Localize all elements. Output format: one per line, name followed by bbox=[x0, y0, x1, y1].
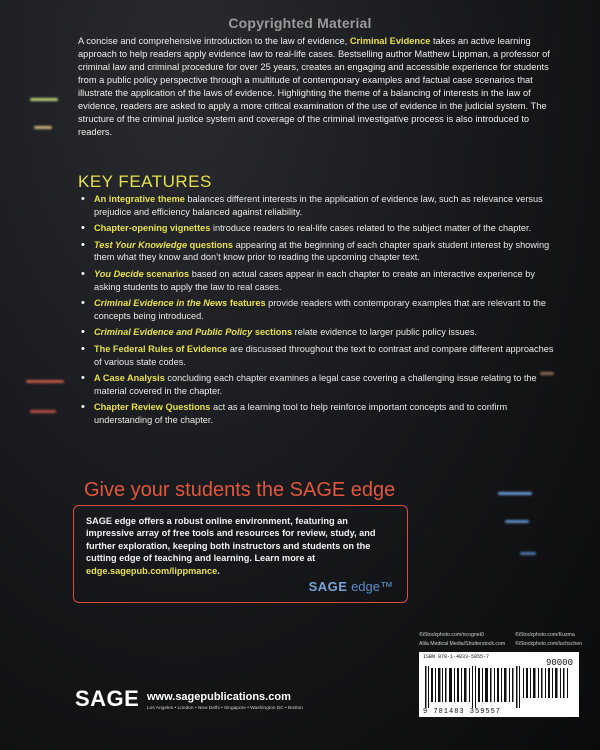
feature-term: Test Your Knowledge bbox=[94, 239, 188, 250]
barcode-digits: 9 781483 359557 bbox=[423, 708, 502, 716]
feature-text: are discussed throughout the text to contrast and compare different approaches of various state codes. bbox=[94, 343, 554, 367]
feature-text: appearing at the beginning of each chapter spark student interest by showing them what they know and don’t know prior to reading the upcoming chapter text. bbox=[94, 239, 550, 263]
feature-term: An integrative theme bbox=[94, 194, 185, 204]
sage-edge-end: . bbox=[217, 565, 220, 576]
light-streak bbox=[30, 410, 56, 413]
bullet-icon: • bbox=[81, 193, 85, 205]
sage-edge-link[interactable]: edge.sagepub.com/lippmance bbox=[86, 565, 218, 576]
light-streak bbox=[26, 380, 64, 383]
bullet-icon: • bbox=[81, 267, 85, 280]
feature-term: The Federal Rules of Evidence bbox=[94, 343, 228, 354]
intro-text-rest: takes an active learning approach to help readers apply evidence law to real-life cases. Bestselling author Matthew Lippman, a professor of criminal law and criminal procedure for over 25 years, creates an engaging and accessible experience for students from a public policy perspective through a multitude of contemporary examples and factual case scenarios that illustrate the application of the laws of evidence. Highlighting the theme of a balancing of interests in the law of evidence, readers are asked to apply a more critical examination of the use of evidence in the judicial system. The structure of the criminal justice system and coverage of the criminal investigative process is also introduced to readers. bbox=[78, 36, 550, 137]
bullet-icon: • bbox=[81, 401, 85, 414]
key-features-list bbox=[78, 193, 558, 431]
publisher-website[interactable]: www.sagepublications.com bbox=[147, 691, 291, 703]
feature-item bbox=[78, 372, 558, 397]
feature-term: You Decide bbox=[94, 268, 144, 279]
feature-item bbox=[78, 193, 558, 218]
feature-item bbox=[78, 401, 558, 426]
sage-edge-logo-sage: SAGE bbox=[308, 579, 348, 594]
feature-term: A Case Analysis bbox=[94, 373, 165, 384]
feature-term-suffix: features bbox=[227, 298, 266, 309]
light-streak bbox=[498, 492, 532, 495]
feature-text: act as a learning tool to help reinforce important concepts and to confirm understanding of the chapter. bbox=[94, 402, 508, 425]
feature-term-suffix: sections bbox=[252, 327, 293, 338]
sage-edge-body: SAGE edge offers a robust online environment, featuring an impressive array of free tools and resources for review, study, and further exploration, keeping both instructors and students on the cutting edge of teaching and learning. Learn more at bbox=[86, 516, 376, 564]
light-streak bbox=[520, 552, 536, 555]
feature-item bbox=[78, 268, 558, 293]
intro-paragraph bbox=[78, 35, 556, 139]
feature-term: Chapter Review Questions bbox=[94, 402, 211, 413]
photo-credit: ©iStockphoto.com/ncognet0 bbox=[419, 632, 484, 638]
price-code: 90000 bbox=[545, 658, 573, 668]
isbn-number: ISBN 978-1-4833-5955-7 bbox=[423, 654, 490, 660]
photo-credit: Alila Medical Media/Shutterstock.com bbox=[419, 641, 506, 647]
feature-item bbox=[78, 326, 558, 339]
bullet-icon: • bbox=[81, 342, 85, 355]
sage-edge-box bbox=[73, 505, 408, 603]
feature-term: Criminal Evidence in the News bbox=[94, 298, 228, 309]
photo-credit: ©iStockphoto.com/luchschen bbox=[515, 641, 582, 647]
sage-edge-heading: Give your students the SAGE edge bbox=[84, 479, 396, 501]
bullet-icon: • bbox=[81, 238, 85, 251]
bullet-icon: • bbox=[81, 297, 85, 310]
copyright-watermark: Copyrighted Material bbox=[228, 15, 372, 31]
feature-text: relate evidence to larger public policy issues. bbox=[292, 327, 477, 338]
feature-item bbox=[78, 239, 558, 264]
feature-text: balances different interests in the application of evidence law, such as relevance versus prejudice and efficiency balanced against reliability. bbox=[94, 194, 543, 217]
key-features-heading: KEY FEATURES bbox=[78, 172, 212, 191]
light-streak bbox=[505, 520, 529, 523]
light-streak bbox=[34, 126, 52, 129]
feature-term-suffix: questions bbox=[187, 239, 234, 250]
feature-term: Chapter-opening vignettes bbox=[94, 223, 211, 234]
intro-text-start: A concise and comprehensive introduction to the law of evidence, bbox=[78, 36, 350, 46]
feature-text: provide readers with contemporary examples that are relevant to the concepts being introduced. bbox=[94, 298, 546, 321]
feature-item bbox=[78, 222, 558, 235]
bullet-icon: • bbox=[81, 372, 85, 385]
feature-text: based on actual cases appear in each chapter to create an interactive experience by asking students to apply the law to real cases. bbox=[94, 268, 535, 292]
photo-credit: ©iStockphoto.com/Kuzma bbox=[515, 632, 575, 638]
isbn-barcode bbox=[419, 652, 579, 717]
publisher-cities: Los Angeles • London • New Delhi • Singapore • Washington DC • Boston bbox=[147, 706, 303, 711]
feature-item bbox=[78, 297, 558, 322]
bullet-icon: • bbox=[81, 222, 85, 235]
feature-item bbox=[78, 343, 558, 368]
sage-publisher-logo: SAGE bbox=[75, 686, 140, 711]
feature-text: concluding each chapter examines a legal case covering a challenging issue relating to the material covered in the chapter. bbox=[94, 373, 537, 396]
sage-edge-description bbox=[86, 515, 398, 577]
feature-term-suffix: scenarios bbox=[143, 268, 190, 279]
sage-edge-logo-edge: edge™ bbox=[351, 579, 393, 594]
feature-term: Criminal Evidence and Public Policy bbox=[94, 327, 253, 338]
light-streak bbox=[30, 98, 58, 101]
barcode-bars-icon bbox=[425, 662, 575, 708]
sage-edge-logo bbox=[309, 579, 393, 594]
bullet-icon: • bbox=[81, 326, 85, 339]
feature-text: introduce readers to real-life cases related to the subject matter of the chapter. bbox=[210, 223, 532, 234]
book-title: Criminal Evidence bbox=[349, 36, 431, 46]
